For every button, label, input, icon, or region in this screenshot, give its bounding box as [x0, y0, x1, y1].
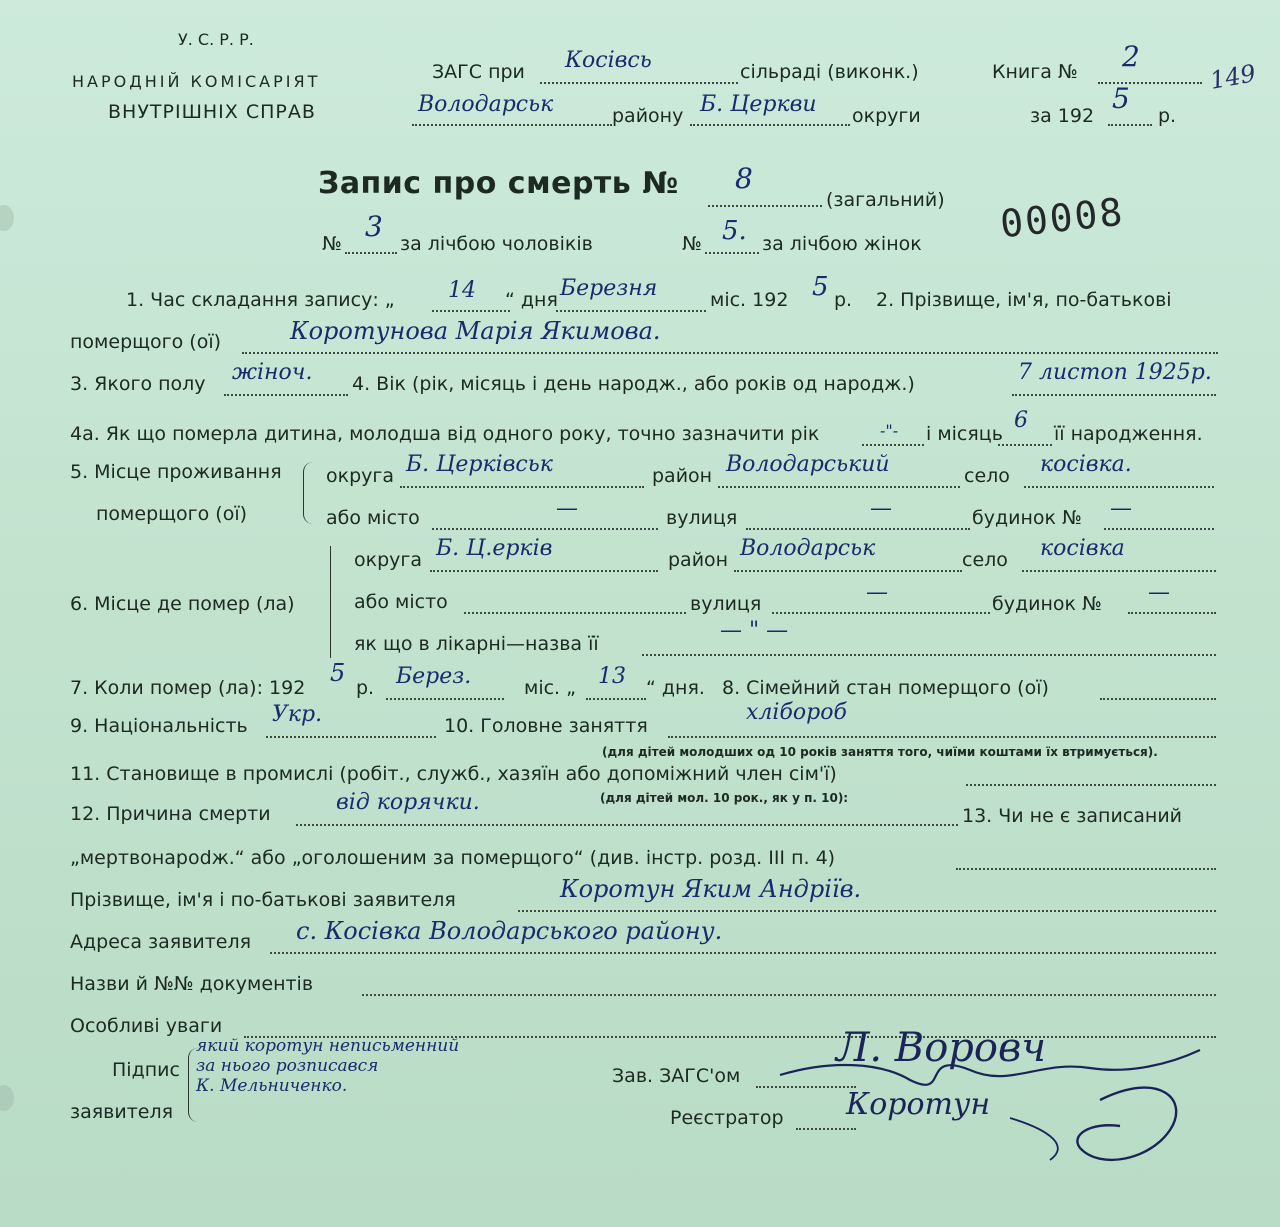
f5-misto: — — [556, 496, 578, 521]
men-number: 3 — [365, 210, 383, 243]
f6-raion: Володарськ — [740, 536, 876, 561]
punch-hole — [0, 1085, 14, 1111]
f4a-label: 4а. Як що померла дитина, молодша від одного року, точно зазначити рік — [70, 423, 820, 445]
f10-value: хлібороб — [746, 700, 847, 725]
f10-note: (для дітей молодших од 10 років заняття того, чиїми коштами їх втримується). — [602, 745, 1158, 759]
f1-year: 5 — [812, 272, 829, 302]
f5-budynok: — — [1110, 496, 1132, 521]
record-number: 8 — [735, 162, 753, 195]
f3-value: жіноч. — [232, 360, 313, 385]
applicant-address: с. Косівка Володарського району. — [296, 917, 723, 945]
f1-day-label: “ дня — [505, 289, 558, 311]
commissariat-line1: НАРОДНІЙ КОМІСАРІЯТ — [72, 72, 321, 91]
silrada-label: сільраді (виконк.) — [740, 61, 919, 83]
f7-mis: міс. „ — [524, 677, 576, 699]
f4-label: 4. Вік (рік, місяць і день народж., або років од народж.) — [352, 373, 915, 395]
notes-label: Особливі уваги — [70, 1015, 223, 1037]
f5-budynok-label: будинок № — [972, 507, 1082, 529]
applicant-name-label: Прізвище, ім'я і по-батькові заявителя — [70, 889, 456, 911]
zags-label: ЗАГС при — [432, 61, 525, 83]
f6-budynok: — — [1148, 580, 1170, 605]
raion-value: Володарськ — [418, 92, 554, 117]
f6-likarnia: — " — — [720, 618, 789, 643]
women-no-label: № — [682, 233, 702, 255]
f5-label-b: померщого (ої) — [96, 503, 248, 525]
men-label: за лічбою чоловіків — [400, 233, 593, 255]
year-label: за 192 — [1030, 105, 1095, 127]
f5-raion-label: район — [652, 465, 713, 487]
f6-vulytsia-label: вулиця — [690, 593, 762, 615]
documents-label: Назви й №№ документів — [70, 973, 314, 995]
f5-selo: косівка. — [1040, 452, 1132, 477]
f4a-month: 6 — [1014, 408, 1028, 433]
f6-okruha-label: округа — [354, 549, 423, 571]
f10-label: 10. Головне заняття — [444, 715, 648, 737]
registrar-label: Реєстратор — [670, 1107, 784, 1129]
f7-day-label: “ дня. — [646, 677, 705, 699]
year-value: 5 — [1112, 82, 1130, 115]
f1-day: 14 — [448, 278, 476, 303]
signature-label: Підпис — [112, 1059, 180, 1081]
commissariat-line2: ВНУТРІШНІХ СПРАВ — [108, 101, 316, 123]
f4a-year: -"- — [880, 421, 899, 440]
f7-day: 13 — [598, 664, 626, 689]
signature-flourish — [770, 1030, 1210, 1180]
f6-raion-label: район — [668, 549, 729, 571]
f6-selo-label: село — [962, 549, 1008, 571]
f9-label: 9. Національність — [70, 715, 248, 737]
f5-label: 5. Місце проживання — [70, 461, 282, 483]
men-no-label: № — [322, 233, 342, 255]
signature-note1: який коротун неписьменний — [196, 1036, 460, 1056]
f8-label: 8. Сімейний стан померщого (ої) — [722, 677, 1049, 699]
signature-note3: К. Мельниченко. — [196, 1076, 348, 1096]
f6-okruha: Б. Ц.ерків — [436, 536, 553, 561]
book-label: Книга № — [992, 61, 1078, 83]
f2-label-b: померщого (ої) — [70, 331, 222, 353]
f2-value: Коротунова Марія Якимова. — [290, 317, 661, 345]
head-label: Зав. ЗАГС'ом — [612, 1065, 741, 1087]
f9-value: Укр. — [272, 702, 323, 727]
signature-label-b: заявителя — [70, 1101, 174, 1123]
f2-label: 2. Прізвище, ім'я, по-батькові — [876, 289, 1172, 311]
f13-label-b: „мертвонарodж.“ або „оголошеним за померщого“ (див. інстр. розд. III п. 4) — [70, 847, 836, 869]
women-label: за лічбою жінок — [762, 233, 922, 255]
zags-value: Косівсь — [565, 48, 652, 73]
f6-vulytsia: — — [866, 580, 888, 605]
republic-label: У. С. Р. Р. — [178, 30, 254, 49]
f5-vulytsia-label: вулиця — [666, 507, 738, 529]
f5-raion: Володарський — [726, 452, 890, 477]
f12-note: (для дітей мол. 10 рок., як у п. 10): — [600, 791, 849, 805]
f5-vulytsia: — — [870, 496, 892, 521]
f5-misto-label: або місто — [326, 507, 420, 529]
registrar-signature: Коротун — [846, 1087, 991, 1122]
f1-year-label: міс. 192 — [710, 289, 789, 311]
f1-r: р. — [834, 289, 853, 311]
f6-selo: косівка — [1040, 536, 1125, 561]
f5-selo-label: село — [964, 465, 1010, 487]
women-number: 5. — [722, 216, 747, 246]
raion-label: району — [612, 105, 684, 127]
f4-value: 7 листоп 1925р. — [1018, 360, 1212, 385]
f6-misto-label: або місто — [354, 591, 448, 613]
f7-label: 7. Коли помер (ла): 192 — [70, 677, 306, 699]
f7-r: р. — [356, 677, 375, 699]
f4a-suffix: її народження. — [1054, 423, 1203, 445]
applicant-address-label: Адреса заявителя — [70, 931, 252, 953]
f7-month: Берез. — [396, 664, 472, 689]
f5-okruha-label: округа — [326, 465, 395, 487]
f5-okruha: Б. Церківськ — [406, 452, 553, 477]
punch-hole — [0, 205, 14, 231]
f6-budynok-label: будинок № — [992, 593, 1102, 615]
f6-label: 6. Місце де помер (ла) — [70, 593, 295, 615]
year-suffix: р. — [1158, 105, 1177, 127]
record-title: Запис про смерть № — [318, 166, 679, 201]
f7-year: 5 — [330, 659, 346, 687]
f6-likarnia-label: як що в лікарні—назва її — [354, 633, 599, 655]
f12-value: від корячки. — [336, 790, 480, 815]
f3-label: 3. Якого полу — [70, 373, 206, 395]
signature-note2: за нього розписався — [196, 1056, 379, 1076]
general-label: (загальний) — [826, 189, 945, 211]
f4a-month-label: і місяць — [926, 423, 1003, 445]
okruh-label: округи — [852, 105, 921, 127]
book-value: 2 — [1122, 40, 1140, 73]
f12-label: 12. Причина смерти — [70, 803, 271, 825]
record-stamp: 00008 — [998, 189, 1127, 247]
corner-number: 149 — [1207, 59, 1258, 95]
f1-label: 1. Час складання запису: „ — [126, 289, 395, 311]
f1-month: Березня — [560, 276, 658, 301]
f11-label: 11. Становище в промислі (робіт., служб., хазяїн або допоміжний член сім'ї) — [70, 763, 837, 785]
applicant-name: Коротун Яким Андріїв. — [560, 875, 862, 903]
okruh-value: Б. Церкви — [700, 92, 817, 117]
head-signature: Л. Воровч — [836, 1025, 1047, 1071]
f13-label: 13. Чи не є записаний — [962, 805, 1183, 827]
